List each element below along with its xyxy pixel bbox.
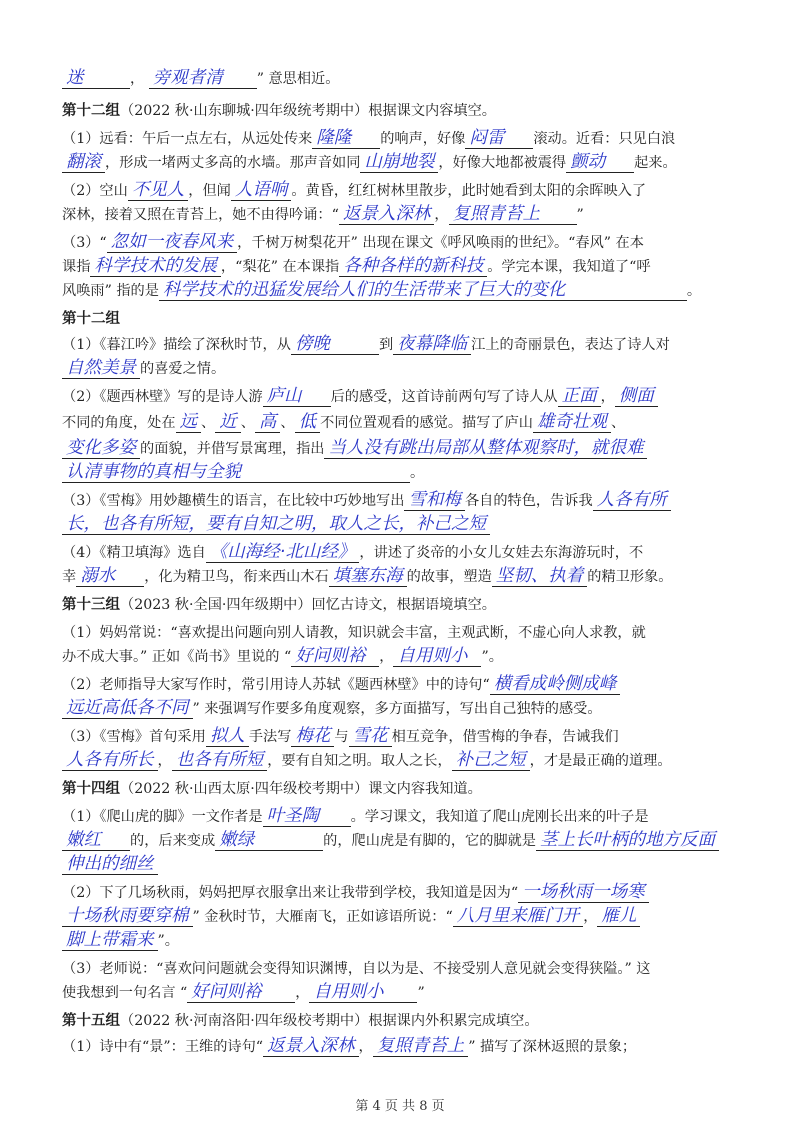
answer-blank[interactable]: 自然美景 bbox=[62, 358, 140, 379]
answer-blank[interactable]: 夜幕降临 bbox=[393, 334, 471, 355]
answer-blank[interactable]: 高 bbox=[255, 412, 281, 433]
answer-blank[interactable]: 梅花 bbox=[291, 726, 334, 747]
answer-blank[interactable]: 认清事物的真相与全貌 bbox=[62, 462, 410, 483]
answer-blank[interactable]: 人语响 bbox=[231, 180, 292, 201]
answer-blank[interactable]: 雪和梅 bbox=[404, 490, 465, 511]
question-line: （3）老师说：“喜欢问问题就会变得知识渊博，自以为是、不接受别人意见就会变得狭隘。” 这 bbox=[62, 961, 651, 977]
question-line: 翻滚 ，形成一堵两丈多高的水墙。那声音如同 山崩地裂 ，好像大地都被震得 颤动 起来。 bbox=[62, 152, 677, 174]
answer-blank[interactable]: 科学技术的迅猛发展给人们的生活带来了巨大的变化 bbox=[159, 280, 687, 301]
question-line: 十场秋雨要穿棉 ” 金秋时节，大雁南飞，正如谚语所说：“ 八月里来雁门开 ， 雁儿 bbox=[62, 906, 640, 928]
answer-blank[interactable]: 变化多姿 bbox=[62, 438, 140, 459]
answer-blank[interactable]: 忽如一夜春风来 bbox=[107, 232, 238, 253]
question-line: 课指 科学技术的发展 ，“梨花” 在本课指 各种各样的新科技 。学完本课，我知道了“呼 bbox=[62, 256, 651, 276]
answer-blank[interactable]: 远 bbox=[176, 412, 202, 433]
answer-blank[interactable]: 溺水 bbox=[76, 566, 144, 587]
answer-blank[interactable]: 不见人 bbox=[128, 180, 189, 201]
answer-blank[interactable]: 雄奇壮观 bbox=[533, 412, 611, 433]
question-line: （1）《爬山虎的脚》一文作者是 叶圣陶 。学习课文，我知道了爬山虎刚长出来的叶子是 bbox=[62, 806, 649, 826]
answer-blank[interactable]: 好问则裕 bbox=[187, 982, 295, 1003]
answer-blank[interactable]: 嫩红 bbox=[62, 830, 130, 851]
answer-blank[interactable]: 闷雷 bbox=[465, 128, 533, 149]
question-line: 幸 溺水 ，化为精卫鸟，衔来西山木石 填塞东海 的故事，塑造 坚韧、执着 的精卫形象。 bbox=[62, 566, 673, 586]
answer-blank[interactable]: 《山海经·北山经》 bbox=[206, 542, 360, 563]
question-line: （3）“ 忽如一夜春风来 ，千树万树梨花开” 出现在课文《呼风唤雨的世纪》。“春风” 在本 bbox=[62, 232, 644, 252]
answer-blank[interactable]: 各种各样的新科技 bbox=[339, 256, 487, 277]
answer-blank[interactable]: 庐山 bbox=[263, 386, 331, 407]
answer-blank[interactable]: 侧面 bbox=[615, 386, 658, 407]
question-line: 脚上带霜来 ”。 bbox=[62, 930, 179, 952]
question-line: （1）诗中有“景”：王维的诗句“ 返景入深林 ， 复照青苔上 ” 描写了深林返照的景象； bbox=[62, 1036, 637, 1056]
answer-blank[interactable]: 雁儿 bbox=[597, 906, 640, 927]
question-line: 深林，接着又照在青苔上，她不由得吟诵：“ 返景入深林 ， 复照青苔上 ” bbox=[62, 204, 584, 224]
answer-blank[interactable]: 人各有所 bbox=[593, 490, 671, 511]
answer-blank[interactable]: 当人没有跳出局部从整体观察时，就很难 bbox=[324, 438, 647, 459]
question-line: 办不成大事。” 正如《尚书》里说的 “ 好问则裕 ， 自用则小 ”。 bbox=[62, 646, 503, 666]
top-line: 迷 ， 旁观者清 ” 意思相近。 bbox=[62, 68, 339, 90]
answer-blank[interactable]: 茎上长叶柄的地方反面 bbox=[536, 830, 719, 851]
question-line: 远近高低各不同 ” 来强调写作要多角度观察，多方面描写，写出自己独特的感受。 bbox=[62, 698, 602, 720]
answer-blank[interactable]: 长，也各有所短，要有自知之明，取人之长，补己之短 bbox=[62, 514, 490, 535]
answer-blank[interactable]: 自用则小 bbox=[309, 982, 417, 1003]
answer-blank[interactable]: 返景入深林 bbox=[263, 1036, 359, 1057]
answer-blank[interactable]: 十场秋雨要穿棉 bbox=[62, 906, 193, 927]
answer-blank[interactable]: 隆隆 bbox=[312, 128, 380, 149]
answer-blank[interactable]: 山崩地裂 bbox=[360, 152, 438, 173]
group-heading: 第十三组（2023 秋·全国·四年级期中）回忆古诗文，根据语境填空。 bbox=[62, 597, 496, 613]
answer-blank[interactable]: 颤动 bbox=[566, 152, 634, 173]
answer-blank[interactable]: 叶圣陶 bbox=[263, 806, 351, 827]
answer-blank[interactable]: 伸出的细丝 bbox=[62, 854, 158, 875]
answer-blank[interactable]: 填塞东海 bbox=[329, 566, 407, 587]
answer-blank[interactable]: 傍晚 bbox=[291, 334, 379, 355]
question-line: （4）《精卫填海》选自 《山海经·北山经》 ，讲述了炎帝的小女儿女娃去东海游玩时，不 bbox=[62, 542, 644, 562]
answer-blank[interactable]: 脚上带霜来 bbox=[62, 930, 158, 951]
answer-blank[interactable]: 远近高低各不同 bbox=[62, 698, 193, 719]
answer-blank[interactable]: 一场秋雨一场寒 bbox=[518, 882, 649, 903]
answer-blank[interactable]: 也各有所短 bbox=[172, 750, 268, 771]
answer-blank[interactable]: 旁观者清 bbox=[149, 68, 257, 89]
question-line: 认清事物的真相与全貌 。 bbox=[62, 462, 424, 484]
answer-blank[interactable]: 低 bbox=[295, 412, 321, 433]
answer-blank[interactable]: 迷 bbox=[62, 68, 130, 89]
question-line: 风唤雨” 指的是 科学技术的迅猛发展给人们的生活带来了巨大的变化 。 bbox=[62, 280, 702, 300]
question-line: （1）《暮江吟》描绘了深秋时节，从 傍晚 到 夜幕降临 江上的奇丽景色，表达了诗人对 bbox=[62, 334, 670, 354]
question-line: 变化多姿 的面貌，并借写景寓理，指出 当人没有跳出局部从整体观察时，就很难 bbox=[62, 438, 647, 460]
group-heading: 第十四组（2022 秋·山西太原·四年级校考期中）课文内容我知道。 bbox=[62, 781, 482, 797]
answer-blank[interactable]: 坚韧、执着 bbox=[492, 566, 588, 587]
answer-blank[interactable]: 拟人 bbox=[206, 726, 249, 747]
answer-blank[interactable]: 近 bbox=[215, 412, 241, 433]
question-line: （2）老师指导大家写作时，常引用诗人苏轼《题西林壁》中的诗句“ 横看成岭侧成峰 bbox=[62, 674, 620, 696]
answer-blank[interactable]: 人各有所长 bbox=[62, 750, 158, 771]
answer-blank[interactable]: 八月里来雁门开 bbox=[453, 906, 584, 927]
question-line: 不同的角度，处在 远 、 近 、 高 、 低 不同位置观看的感觉。描写了庐山 雄奇壮观 、 bbox=[62, 412, 626, 432]
question-line: （3）《雪梅》首句采用 拟人 手法写 梅花 与 雪花 相互竞争，借雪梅的争春，告诫我们 bbox=[62, 726, 619, 746]
question-line: （3）《雪梅》用妙趣横生的语言，在比较中巧妙地写出 雪和梅 各自的特色，告诉我 人各有所 bbox=[62, 490, 671, 512]
question-line: （2）空山 不见人 ，但闻 人语响 。黄昏，红红树林里散步，此时她看到太阳的余晖映入了 bbox=[62, 180, 647, 200]
question-line bbox=[62, 854, 158, 876]
answer-blank[interactable]: 返景入深林 bbox=[339, 204, 435, 225]
answer-blank[interactable]: 好问则裕 bbox=[291, 646, 379, 667]
answer-blank[interactable]: 补己之短 bbox=[452, 750, 530, 771]
answer-blank[interactable]: 正面 bbox=[558, 386, 601, 407]
question-line: （1）远看：午后一点左右，从远处传来 隆隆 的响声，好像 闷雷 滚动。近看：只见白浪 bbox=[62, 128, 676, 148]
answer-blank[interactable]: 嫩绿 bbox=[215, 830, 323, 851]
answer-blank[interactable]: 雪花 bbox=[349, 726, 392, 747]
answer-blank[interactable]: 复照青苔上 bbox=[449, 204, 577, 225]
answer-blank[interactable]: 横看成岭侧成峰 bbox=[490, 674, 621, 695]
answer-blank[interactable]: 科学技术的发展 bbox=[90, 256, 221, 277]
answer-blank[interactable]: 自用则小 bbox=[393, 646, 481, 667]
answer-blank[interactable]: 复照青苔上 bbox=[373, 1036, 469, 1057]
page-footer: 第 4 页 共 8 页 bbox=[355, 1099, 445, 1114]
question-line: 自然美景 的喜爱之情。 bbox=[62, 358, 225, 380]
group-heading: 第十五组（2022 秋·河南洛阳·四年级校考期中）根据课内外积累完成填空。 bbox=[62, 1013, 539, 1029]
question-line: 人各有所长 ， 也各有所短 ，要有自知之明。取人之长， 补己之短 ，才是最正确的道理。 bbox=[62, 750, 672, 772]
group-heading: 第十二组（2022 秋·山东聊城·四年级统考期中）根据课文内容填空。 bbox=[62, 103, 496, 119]
group-heading: 第十二组 bbox=[62, 311, 120, 327]
question-line bbox=[62, 514, 490, 536]
question-line: 嫩红 的，后来变成 嫩绿 的，爬山虎是有脚的，它的脚就是 茎上长叶柄的地方反面 bbox=[62, 830, 719, 852]
question-line: （2）《题西林壁》写的是诗人游 庐山 后的感受，这首诗前两句写了诗人从 正面 ， 侧面 bbox=[62, 386, 658, 408]
answer-blank[interactable]: 翻滚 bbox=[62, 152, 105, 173]
question-line: （1）妈妈常说：“喜欢提出问题向别人请教，知识就会丰富，主观武断，不虚心向人求教，就 bbox=[62, 625, 646, 641]
question-line: 使我想到一句名言 “ 好问则裕 ， 自用则小 ” bbox=[62, 982, 425, 1002]
question-line: （2）下了几场秋雨，妈妈把厚衣服拿出来让我带到学校，我知道是因为“ 一场秋雨一场寒 bbox=[62, 882, 649, 904]
